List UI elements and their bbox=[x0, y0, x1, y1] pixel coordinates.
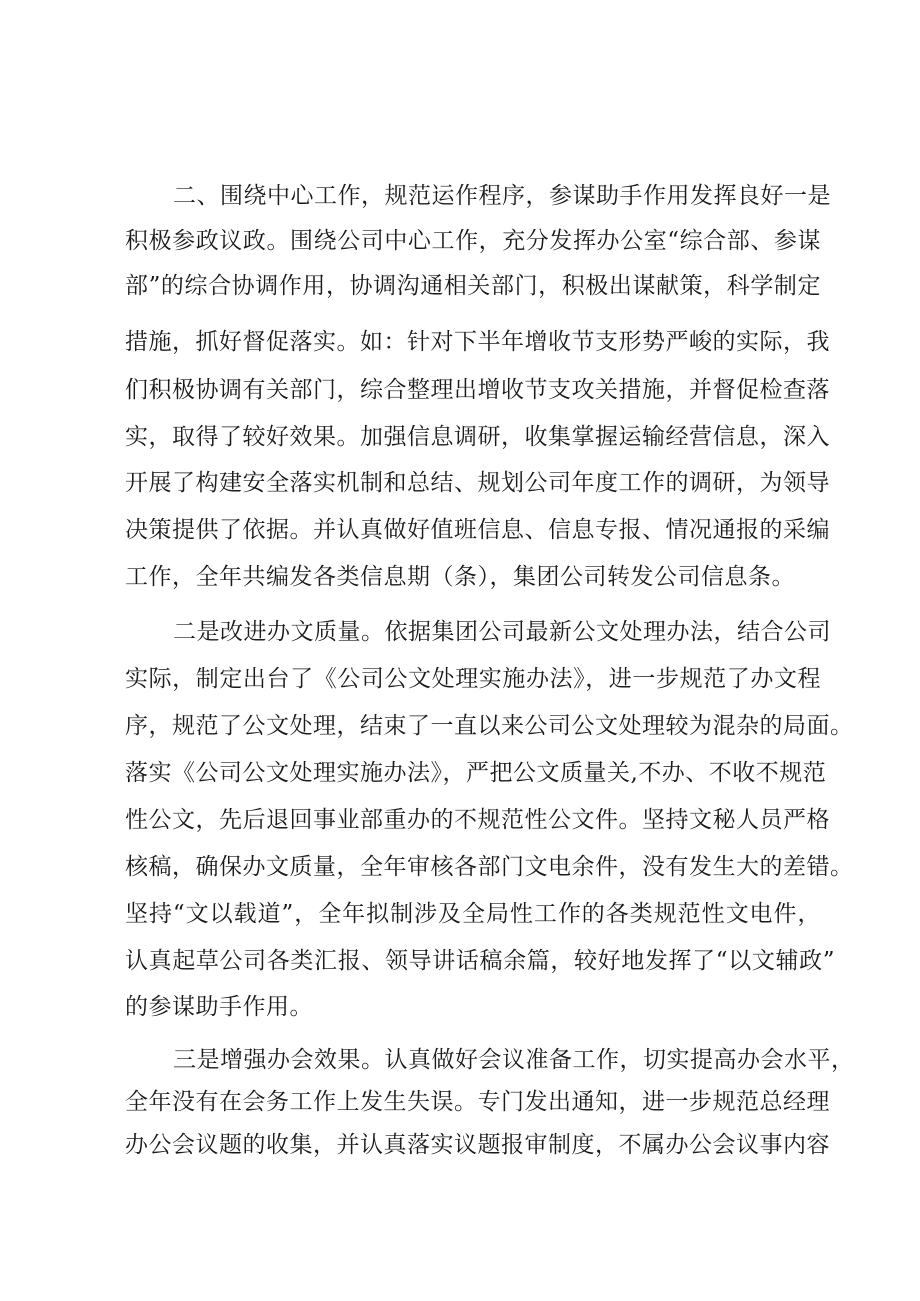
paragraph-3-line-2: 全年没有在会务工作上发生失误。专门发出通知，进一步规范总经理 bbox=[125, 1089, 830, 1115]
paragraph-1-line-6: 实，取得了较好效果。加强信息调研，收集掌握运输经营信息，深入 bbox=[125, 424, 830, 450]
paragraph-1-line-4: 措施，抓好督促落实。如：针对下半年增收节支形势严峻的实际，我 bbox=[125, 329, 830, 355]
paragraph-2-line-7: 坚持“文以载道”，全年拟制涉及全局性工作的各类规范性文电件， bbox=[125, 901, 821, 927]
paragraph-1-line-5: 们积极协调有关部门，综合整理出增收节支攻关措施，并督促检查落 bbox=[125, 377, 830, 403]
paragraph-2-line-9: 的参谋助手作用。 bbox=[125, 994, 313, 1020]
paragraph-1-line-2: 积极参政议政。围绕公司中心工作，充分发挥办公室“综合部、参谋 bbox=[125, 228, 821, 254]
paragraph-1-line-7: 开展了构建安全落实机制和总结、规划公司年度工作的调研，为领导 bbox=[125, 470, 830, 496]
paragraph-2-line-1: 二是改进办文质量。依据集团公司最新公文处理办法，结合公司 bbox=[173, 619, 831, 645]
paragraph-2-line-6: 核稿，确保办文质量，全年审核各部门文电余件，没有发生大的差错。 bbox=[125, 854, 854, 880]
paragraph-3-line-1: 三是增强办会效果。认真做好会议准备工作，切实提高办会水平， bbox=[173, 1047, 855, 1073]
paragraph-1-line-1: 二、围绕中心工作，规范运作程序，参谋助手作用发挥良好一是 bbox=[173, 183, 831, 209]
paragraph-1-line-3: 部”的综合协调作用，协调沟通相关部门，积极出谋献策，科学制定 bbox=[125, 273, 821, 299]
paragraph-1-line-8: 决策提供了依据。并认真做好值班信息、信息专报、情况通报的采编 bbox=[125, 517, 830, 543]
paragraph-3-line-3: 办公会议题的收集，并认真落实议题报审制度，不属办公会议事内容 bbox=[125, 1132, 830, 1158]
paragraph-2-line-4: 落实《公司公文处理实施办法》，严把公文质量关,不办、不收不规范 bbox=[125, 760, 827, 786]
paragraph-2-line-2: 实际，制定出台了《公司公文处理实施办法》，进一步规范了办文程 bbox=[125, 666, 821, 692]
paragraph-2-line-8: 认真起草公司各类汇报、领导讲话稿余篇，较好地发挥了“以文辅政” bbox=[125, 948, 835, 974]
paragraph-2-line-5: 性公文，先后退回事业部重办的不规范性公文件。坚持文秘人员严格 bbox=[125, 807, 830, 833]
paragraph-1-line-9: 工作，全年共编发各类信息期（条），集团公司转发公司信息条。 bbox=[125, 564, 795, 590]
paragraph-2-line-3: 序，规范了公文处理，结束了一直以来公司公文处理较为混杂的局面。 bbox=[125, 713, 854, 739]
